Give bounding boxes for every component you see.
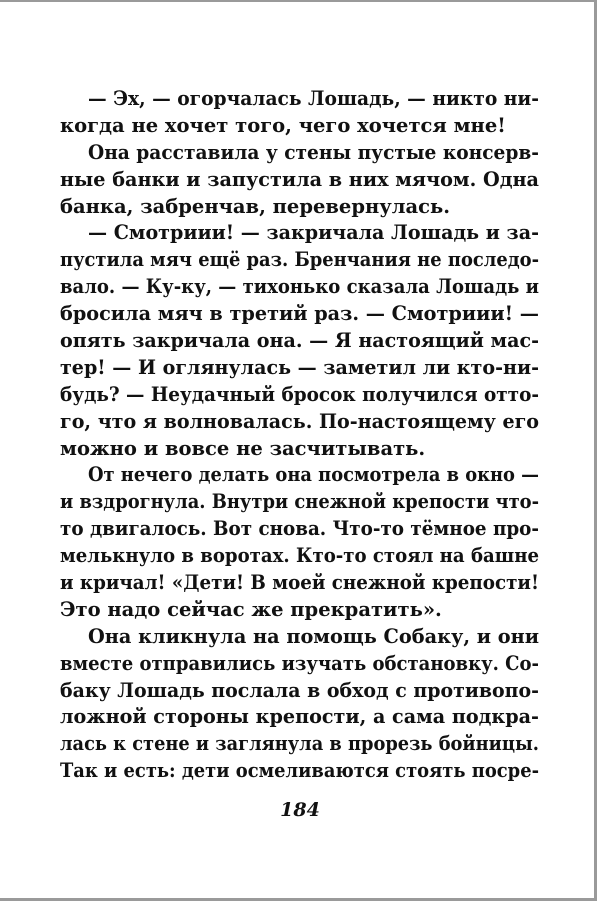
text-line: можно и вовсе не засчитывать. xyxy=(60,436,426,460)
text-line: го, что я волновалась. По-настоящему его xyxy=(60,409,539,433)
text-line: вало. — Ку-ку, — тихонько сказала Лошадь и xyxy=(60,275,539,299)
text-line: От нечего делать она посмотрела в окно — xyxy=(88,463,539,487)
text-line: тер! — И оглянулась — заметил ли кто-ни- xyxy=(60,355,539,379)
text-line: когда не хочет того, чего хочется мне! xyxy=(60,113,506,137)
text-line: мелькнуло в воротах. Кто-то стоял на башне xyxy=(60,544,539,568)
text-line: вместе отправились изучать обстановку. Со- xyxy=(60,651,539,675)
text-line: Она расставила у стены пустые консерв- xyxy=(88,140,539,164)
text-line: пустила мяч ещё раз. Бренчания не последо- xyxy=(60,248,539,272)
text-line: баку Лошадь послала в обход с противопо- xyxy=(60,678,539,702)
text-line: то двигалось. Вот снова. Что-то тёмное про- xyxy=(60,517,539,541)
text-line: и вздрогнула. Внутри снежной крепости что- xyxy=(60,490,539,514)
text-line: — Смотриии! — закричала Лошадь и за- xyxy=(88,221,539,245)
text-line: банка, забренчав, перевернулась. xyxy=(60,194,450,218)
text-line: будь? — Неудачный бросок получился отто- xyxy=(60,382,539,406)
text-line: ные банки и запустила в них мячом. Одна xyxy=(60,167,539,191)
text-line: бросила мяч в третий раз. — Смотриии! — xyxy=(60,302,539,326)
text-line: Это надо сейчас же прекратить». xyxy=(60,597,442,621)
text-line: опять закричала она. — Я настоящий мас- xyxy=(60,329,539,353)
text-line: Так и есть: дети осмеливаются стоять посре- xyxy=(60,759,539,783)
text-line: Она кликнула на помощь Собаку, и они xyxy=(88,624,539,648)
text-line: ложной стороны крепости, а сама подкра- xyxy=(60,705,539,729)
body-text xyxy=(60,86,539,785)
text-line: — Эх, — огорчалась Лошадь, — никто ни- xyxy=(88,87,539,110)
page-number: 184 xyxy=(280,799,320,821)
text-line: лась к стене и заглянула в прорезь бойницы. xyxy=(60,732,539,756)
text-line: и кричал! «Дети! В моей снежной крепости! xyxy=(60,571,539,595)
